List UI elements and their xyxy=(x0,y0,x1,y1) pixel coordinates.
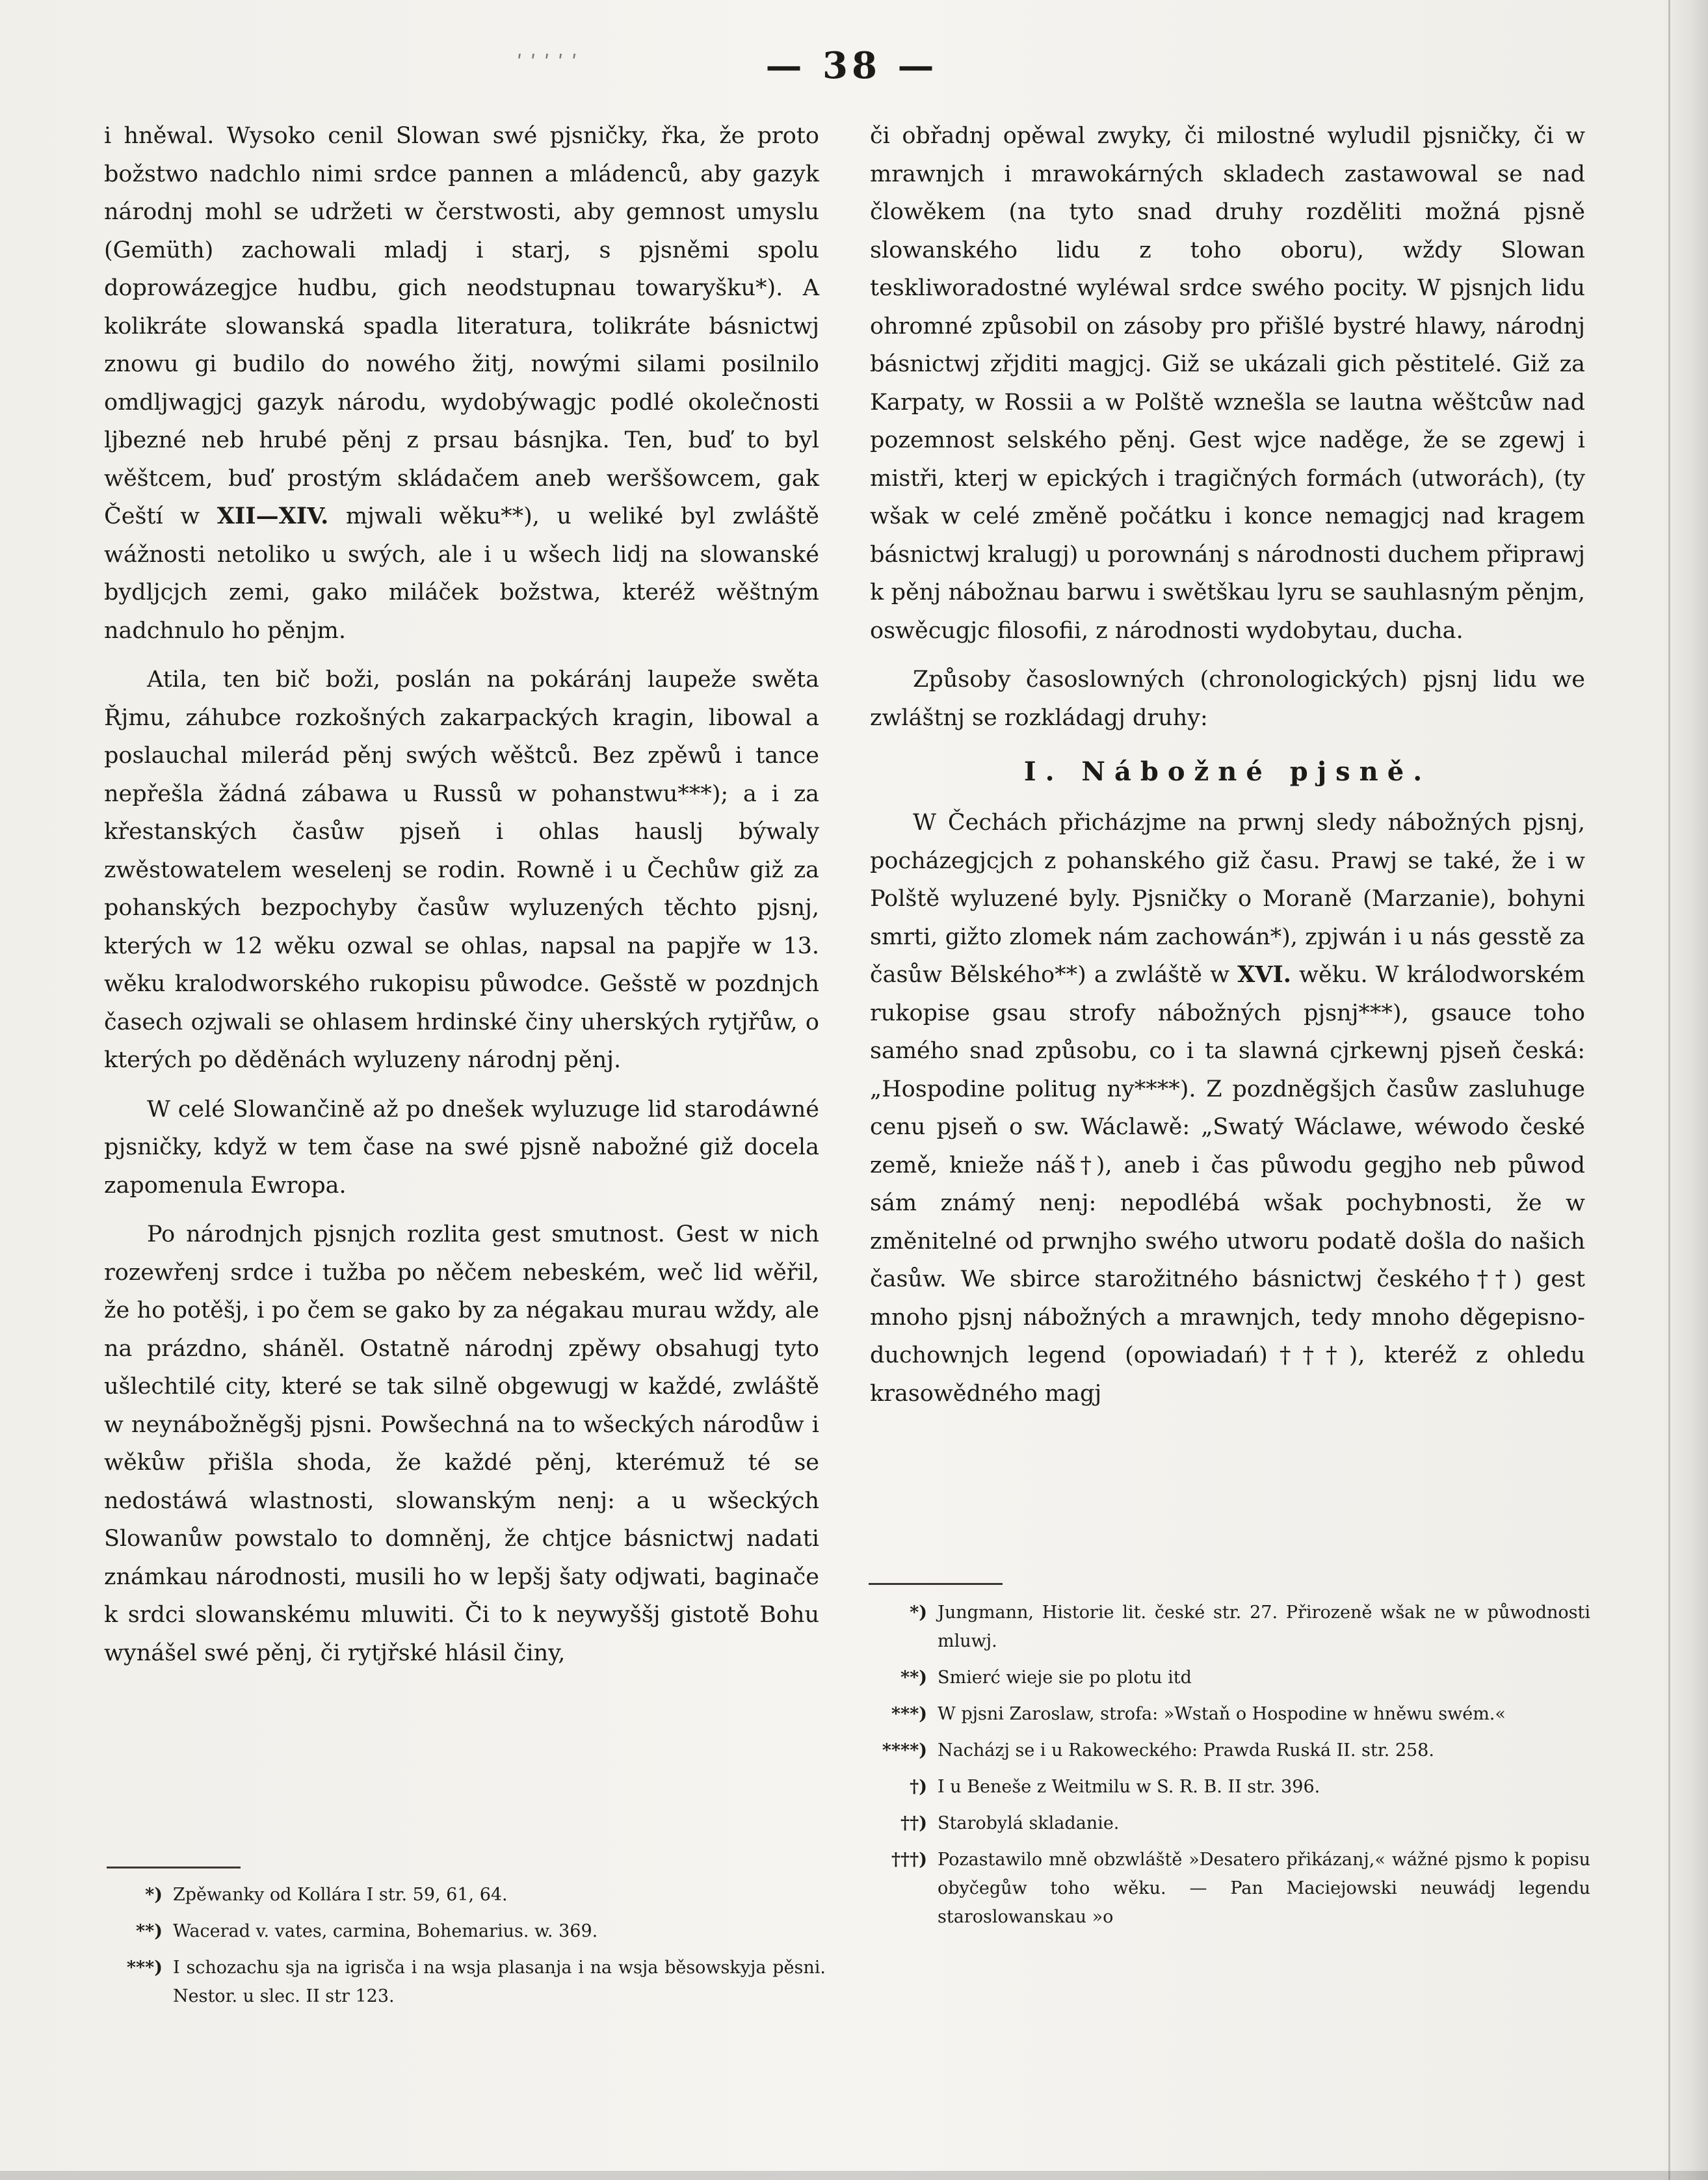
right-footnote-rule xyxy=(869,1583,1003,1585)
footnote-text: I schozachu sja na igrisča i na wsja plasanja i na wsja běsowskyja pěsni. Nestor. u slec. II str 123. xyxy=(173,1958,826,2006)
right-paragraph-2: Způsoby časoslowných (chronologických) pjsnj lidu we zwláštnj se rozkládagj druhy: xyxy=(870,667,1585,731)
right-footnote-4 xyxy=(869,1736,1590,1765)
right-footnotes xyxy=(869,1599,1590,1939)
header-smudge: ʹʹʹʹʹ xyxy=(514,52,583,75)
bold-numeral: XII— xyxy=(217,503,279,529)
left-paragraph-4: Po národnjch pjsnjch rozlita gest smutnost. Gest w nich rozewřenj srdce i tužba po něčem nebeském, weč lid wěřil, že ho potěšj, i po čem se gako by za négakau murau wždy, ale na prázdno, sháněl. Ostatně národnj zpěwy obsahugj tyto ušlechtilé city, které se tak silně obgewugj w každé, zwláště w neynábožněgšj pjsni. Powšechná na to wšeckých národůw i wěkůw přišla shoda, že každé pěnj, kterémuž té se nedostáwá wlastnosti, slowanským nenj: a u wšeckých Slowanůw powstalo to domněnj, že chtjce básnictwj nadati známkau národnosti, musili ho w lepšj šaty odjwati, baginače k srdci slowanskému mluwiti. Či to k neywyššj gistotě Bohu wynášel swé pěnj, či rytjřské hlásil činy, xyxy=(104,1221,819,1666)
footnote-text: Wacerad v. vates, carmina, Bohemarius. w. 369. xyxy=(173,1921,598,1941)
footnote-mark: †††) xyxy=(891,1850,927,1870)
footnote-text: W pjsni Zaroslaw, strofa: »Wstaň o Hospodine w hněwu swém.« xyxy=(938,1704,1506,1724)
footnote-text: Jungmann, Historie lit. české str. 27. Přirozeně wšak ne w půwodnosti mluwj. xyxy=(938,1602,1590,1651)
left-footnote-1 xyxy=(104,1881,826,1909)
right-paragraph-3: W Čechách přicházjme na prwnj sledy nábožných pjsnj, pocházegjcjch z pohanského giž času. Prawj se také, že i w Polště wyluzené byly. Pjsničky o Moraně (Marzanie), bohyni smrti, gižto zlomek nám zachowán*), zpjwán i u nás gesstě za časůw Bělského**) a zwláště w XVI. wěku. W králodworském rukopise gsau strofy nábožných pjsnj***), gsauce toho samého snad způsobu, co i ta slawná cjrkewnj pjseň česká: „Hospodine politug ny****). Z pozdněgšjch časůw zasluhuge cenu pjseň o sw. Wáclawě: „Swatý Wáclawe, wéwodo české země, knieže náš†), aneb i čas půwodu gegjho neb půwod sám známý nenj: nepodlébá wšak pochybnosti, že w změnitelné od prwnjho swého utworu podatě došla do našich časůw. We sbirce starožitného básnictwj českého††) gest mnoho pjsnj nábožných a mrawnjch, tedy mnoho děgepisno-duchownjch legend (opowiadań)†††), kteréž z ohledu krasowědného magj xyxy=(870,810,1585,1407)
footnote-mark: †) xyxy=(910,1777,927,1797)
page-number: — 38 — xyxy=(765,44,938,87)
footnote-text: Zpěwanky od Kollára I str. 59, 61, 64. xyxy=(173,1885,508,1905)
footnote-mark: **) xyxy=(900,1668,927,1688)
footnote-text: Pozastawilo mně obzwláště »Desatero přikázanj,« wážné pjsmo k popisu obyčegůw toho wěku. — Pan Maciejowski neuwádj legendu staroslowanskau »o xyxy=(938,1850,1590,1927)
right-footnote-7 xyxy=(869,1846,1590,1932)
left-footnote-2 xyxy=(104,1917,826,1946)
right-footnote-6 xyxy=(869,1809,1590,1838)
left-footnote-rule xyxy=(107,1867,241,1868)
footnote-mark: **) xyxy=(135,1921,163,1941)
left-paragraph-3: W celé Slowančině až po dnešek wyluzuge lid starodáwné pjsničky, když w tem čase na swé pjsně nabožné giž docela zapomenula Ewropa. xyxy=(104,1096,819,1199)
footnote-text: Starobylá skladanie. xyxy=(938,1813,1120,1833)
left-paragraph-2: Atila, ten bič boži, poslán na pokáránj laupeže swěta Řjmu, záhubce rozkošných zakarpackých kragin, libowal a poslauchal milerád pěnj swých wěštců. Bez zpěwů i tance nepřešla žádná zábawa u Russů w pohanstwu***); a i za křestanských časůw pjseň i ohlas hauslj býwaly zwěstowatelem weselenj se rodin. Rowně i u Čechůw giž za pohanských bezpochyby časůw wyluzených těchto pjsnj, kterých w 12 wěku ozwal se ohlas, napsal na papjře w 13. wěku kralodworského rukopisu půwodce. Gešstě w pozdnjch časech ozjwali se ohlasem hrdinské činy uherských rytjřůw, o kterých po děděnách wyluzeny národnj pěnj. xyxy=(104,667,819,1073)
footnote-mark: ††) xyxy=(900,1813,927,1833)
footnote-mark: ****) xyxy=(882,1740,927,1761)
right-paragraph-1: či obřadnj opěwal zwyky, či milostné wyludil pjsničky, či w mrawnjch i mrawokárných skladech zastawowal se nad člowěkem (na tyto snad druhy rozděliti možná pjsně slowanského lidu z toho oboru), wždy Slowan teskliworadostné wyléwal srdce swého pocity. W pjsnjch lidu ohromné způsobil on zásoby pro přišlé bystré hlawy, národnj básnictwj zřjditi magjcj. Giž se ukázali gich pěstitelé. Giž za Karpaty, w Rossii a w Polště wznešla se lautna wěštcůw nad pozemnost selského pěnj. Gest wjce naděge, že se zgewj i mistři, kterj w epických i tragičných formách (utworách), (ty wšak w celé změně počátku i konce nemagjcj nad kragem básnictwj kralugj) u porownánj s národnosti duchem připrawj k pěnj nábožnau barwu i swětškau lyru se sauhlasným pěnjm, oswěcugjc filosofii, z národnosti wydobytau, ducha. xyxy=(870,123,1585,644)
footnote-mark: ***) xyxy=(126,1958,163,1978)
footnote-mark: ***) xyxy=(891,1704,927,1724)
left-footnote-3 xyxy=(104,1954,826,2011)
right-footnote-5 xyxy=(869,1773,1590,1801)
footnote-mark: *) xyxy=(910,1602,927,1623)
footnote-mark: *) xyxy=(145,1885,163,1905)
right-footnote-2 xyxy=(869,1664,1590,1692)
right-footnote-3 xyxy=(869,1700,1590,1729)
footnote-text: I u Beneše z Weitmilu w S. R. B. II str. 396. xyxy=(938,1777,1320,1797)
section-title: I. Nábožné pjsně. xyxy=(1023,756,1432,787)
left-column xyxy=(104,117,819,1672)
left-footnotes xyxy=(104,1881,826,2019)
footnote-text: Smierć wieje sie po plotu itd xyxy=(938,1668,1192,1688)
right-column xyxy=(870,117,1585,1413)
page-binding-line xyxy=(1668,0,1670,2180)
right-footnote-1 xyxy=(869,1599,1590,1656)
page-bottom-edge xyxy=(0,2171,1708,2180)
footnote-text: Nacházj se i u Rakoweckého: Prawda Ruská II. str. 258. xyxy=(938,1740,1434,1761)
bold-numeral: XIV. xyxy=(278,503,329,529)
bold-numeral: XVI. xyxy=(1237,961,1291,988)
left-paragraph-1: i hněwal. Wysoko cenil Slowan swé pjsničky, řka, že proto božstwo nadchlo nimi srdce pannen a mládenců, aby gazyk národnj mohl se udržeti w čerstwosti, aby gemnost umyslu (Gemüth) zachowali mladj i starj, s pjsněmi spolu doprowázegjce hudbu, gich neodstupnau towaryšku*). A kolikráte slowanská spadla literatura, tolikráte básnictwj znowu gi budilo do nowého žitj, nowými silami posilnilo omdljwagjcj gazyk národu, wydobýwagjc podlé okolečnosti ljbezné neb hrubé pěnj z prsau básnjka. Ten, buď to byl wěštcem, buď prostým skládačem aneb werššowcem, gak Čeští w XII—XIV. mjwali wěku**), u weliké byl zwláště wážnosti netoliko u swých, ale i u wšech lidj na slowanské bydljcjch zemi, gako miláček božstwa, kteréž wěštným nadchnulo ho pěnjm. xyxy=(104,123,819,644)
